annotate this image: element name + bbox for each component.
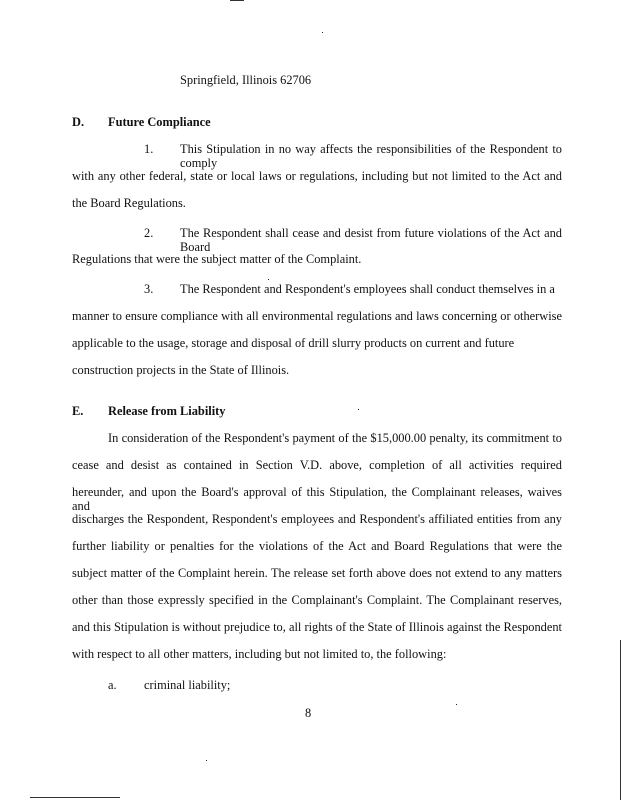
- item-2-line: Regulations that were the subject matter of the Complaint.: [72, 252, 362, 266]
- scan-speck: [358, 409, 359, 410]
- release-line: hereunder, and upon the Board's approval of this Stipulation, the Complainant releases, waives and: [72, 485, 562, 513]
- item-1-line: with any other federal, state or local laws or regulations, including but not limited to the Act and: [72, 169, 562, 183]
- item-3-line: applicable to the usage, storage and disposal of drill slurry products on current and future: [72, 336, 515, 350]
- release-line: discharges the Respondent, Respondent's employees and Respondent's affiliated entities from any: [72, 512, 562, 526]
- release-line: further liability or penalties for the violations of the Act and Board Regulations that were the: [72, 539, 562, 553]
- section-d-heading: Future Compliance: [108, 115, 211, 129]
- scan-edge-right: [620, 640, 621, 800]
- scan-speck: [322, 32, 323, 33]
- scan-speck: [206, 760, 207, 761]
- release-line: and this Stipulation is without prejudice to, all rights of the State of Illinois against the Respondent: [72, 620, 562, 634]
- release-line: other than those expressly specified in the Complainant's Complaint. The Complainant reserves,: [72, 593, 562, 607]
- release-line: with respect to all other matters, including but not limited to, the following:: [72, 647, 447, 661]
- list-item-letter: a.: [108, 678, 117, 692]
- scan-edge-top: [230, 0, 244, 1]
- item-1-line: the Board Regulations.: [72, 196, 186, 210]
- section-e-letter: E.: [72, 404, 84, 418]
- scan-speck: [456, 704, 457, 705]
- page-number: 8: [305, 706, 312, 720]
- item-3-line: construction projects in the State of Illinois.: [72, 363, 290, 377]
- item-1-number: 1.: [144, 142, 154, 156]
- item-3-line: The Respondent and Respondent's employees shall conduct themselves in a: [180, 282, 555, 296]
- item-1-line: This Stipulation in no way affects the responsibilities of the Respondent to comply: [180, 142, 562, 170]
- list-item-text: criminal liability;: [144, 678, 231, 692]
- address-line: Springfield, Illinois 62706: [180, 73, 312, 87]
- item-2-line: The Respondent shall cease and desist from future violations of the Act and Board: [180, 226, 562, 254]
- item-3-line: manner to ensure compliance with all environmental regulations and laws concerning or otherwise: [72, 309, 562, 323]
- release-line: subject matter of the Complaint herein. The release set forth above does not extend to any matters: [72, 566, 562, 580]
- section-e-heading: Release from Liability: [108, 404, 226, 418]
- item-2-number: 2.: [144, 226, 154, 240]
- scan-speck: [268, 279, 269, 280]
- release-line: cease and desist as contained in Section V.D. above, completion of all activities required: [72, 458, 562, 472]
- release-line: In consideration of the Respondent's payment of the $15,000.00 penalty, its commitment to: [108, 431, 562, 445]
- item-3-number: 3.: [144, 282, 154, 296]
- section-d-letter: D.: [72, 115, 85, 129]
- scan-edge-bottom: [30, 797, 120, 798]
